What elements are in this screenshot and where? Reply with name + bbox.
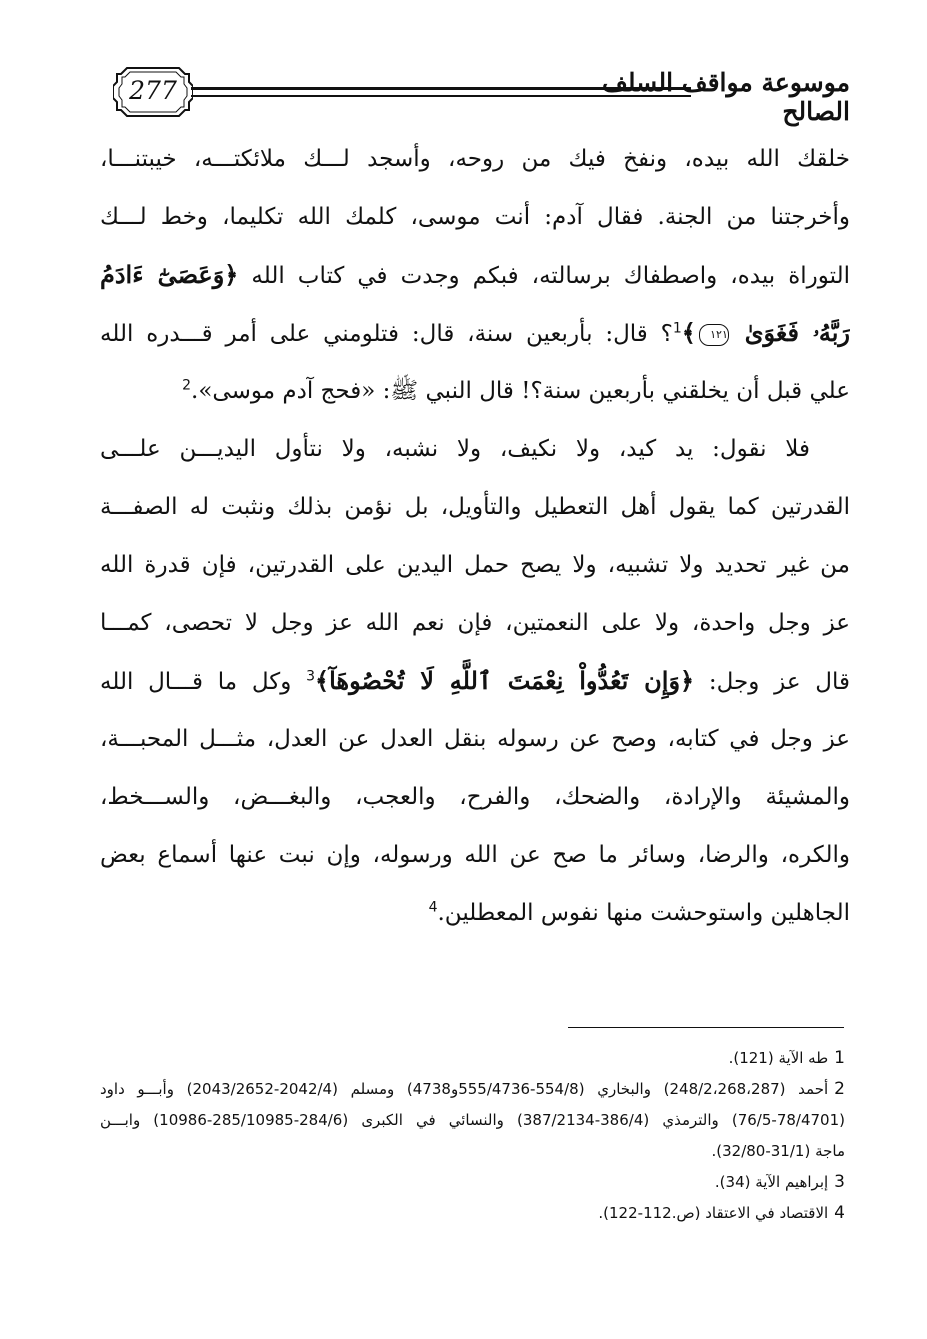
footnote-continued (100, 1105, 845, 1136)
footnote-text: الاقتصاد في الاعتقاد (ص.112-122). (598, 1204, 829, 1222)
quran-verse: ﴿وَإِن تَعُدُّواْ نِعْمَتَ ٱللَّهِ لَا تُحْصُوهَآ﴾ (315, 666, 695, 695)
footnote-text: إبراهيم الآية (34). (714, 1173, 829, 1191)
footnote-separator (568, 1027, 844, 1028)
main-text (100, 130, 850, 942)
text-line: خلقك الله بيده، ونفخ فيك من روحه، وأسجد لـــك ملائكتـــه، خيبتنـــا، (100, 146, 850, 172)
text-segment: قال عز وجل: (708, 669, 850, 695)
footnote-number: 2 (834, 1079, 845, 1099)
text-line: وأخرجتنا من الجنة. فقال آدم: أنت موسى، كلمك الله تكليما، وخط لـــك (100, 204, 850, 230)
footnote-ref: 4 (428, 899, 438, 916)
page-number: 277 (129, 76, 177, 105)
footnote-ref: 1 (672, 320, 682, 337)
page-header (105, 62, 850, 126)
text-line: والمشيئة والإرادة، والضحك، والفرح، والعجب، والبغـــض، والســـخط، (100, 784, 850, 810)
text-line: عز وجل في كتابه، وصح عن رسوله بنقل العدل عن العدل، مثـــل المحبـــة، (100, 726, 850, 752)
text-segment: التوراة بيده، واصطفاك برسالته، فبكم وجدت في كتاب الله (251, 263, 850, 289)
text-line (100, 884, 850, 942)
footnote (100, 1198, 845, 1229)
footnote-number: 3 (834, 1172, 845, 1192)
book-title: موسوعة مواقف السلف الصالح (602, 68, 850, 126)
text-line (100, 652, 850, 710)
footnote-text: طه الآية (121). (728, 1049, 829, 1067)
text-line: والكره، والرضا، وسائر ما صح عن الله ورسوله، وإن نبت عنها أسماع بعض (100, 842, 850, 868)
quran-bracket: ﴾ (681, 318, 696, 347)
quran-verse: رَبَّهُۥ فَغَوَىٰ (744, 318, 850, 347)
quran-verse: ﴿وَعَصَىٰٓ ءَادَمُ (100, 260, 239, 289)
text-segment: ؟ قال: بأربعين سنة، قال: فتلومني على أمر قـــدره الله (100, 321, 673, 347)
footnote (100, 1167, 845, 1198)
page-number-badge (113, 64, 193, 120)
footnote-continued (100, 1136, 845, 1167)
text-line (100, 362, 850, 420)
footnote-number: 4 (834, 1203, 845, 1223)
text-line (100, 246, 850, 304)
footnote (100, 1043, 845, 1074)
footnotes (100, 1043, 845, 1229)
footnote-ref: 3 (306, 668, 316, 685)
ayah-number-icon: ١٢١ (699, 324, 729, 346)
text-line: عز وجل واحدة، ولا على النعمتين، فإن نعم الله عز وجل لا تحصى، كمـــا (100, 610, 850, 636)
footnote-text: ماجة (31/1-32/80). (711, 1142, 845, 1160)
text-segment: وكل ما قـــال الله (100, 669, 292, 695)
text-line (100, 304, 850, 362)
footnote-text: أحمد (248/2،268،287) والبخاري (554/8-555/4736و4738) ومسلم (2042/4-2043/2652) وأبـــو داود (100, 1080, 829, 1098)
footnote-ref: 2 (182, 377, 192, 394)
text-line: القدرتين كما يقول أهل التعطيل والتأويل، بل نؤمن بذلك ونثبت له الصفـــة (100, 494, 850, 520)
text-line: من غير تحديد ولا تشبيه، ولا يصح حمل اليدين على القدرتين، فإن قدرة الله (100, 552, 850, 578)
footnote-text: (76/5-78/4701) والترمذي (386/4-387/2134) والنسائي في الكبرى (284/6-285/10985-10986) وابـــن (100, 1111, 845, 1129)
text-line: فلا نقول: يد كيد، ولا نكيف، ولا نشبه، ولا نتأول اليديـــن علـــى (100, 436, 810, 462)
footnote (100, 1074, 845, 1105)
text-segment: الجاهلين واستوحشت منها نفوس المعطلين. (437, 900, 850, 926)
footnote-number: 1 (834, 1048, 845, 1068)
text-segment: علي قبل أن يخلقني بأربعين سنة؟! قال النبي ﷺ: «فحج آدم موسى». (191, 378, 850, 404)
